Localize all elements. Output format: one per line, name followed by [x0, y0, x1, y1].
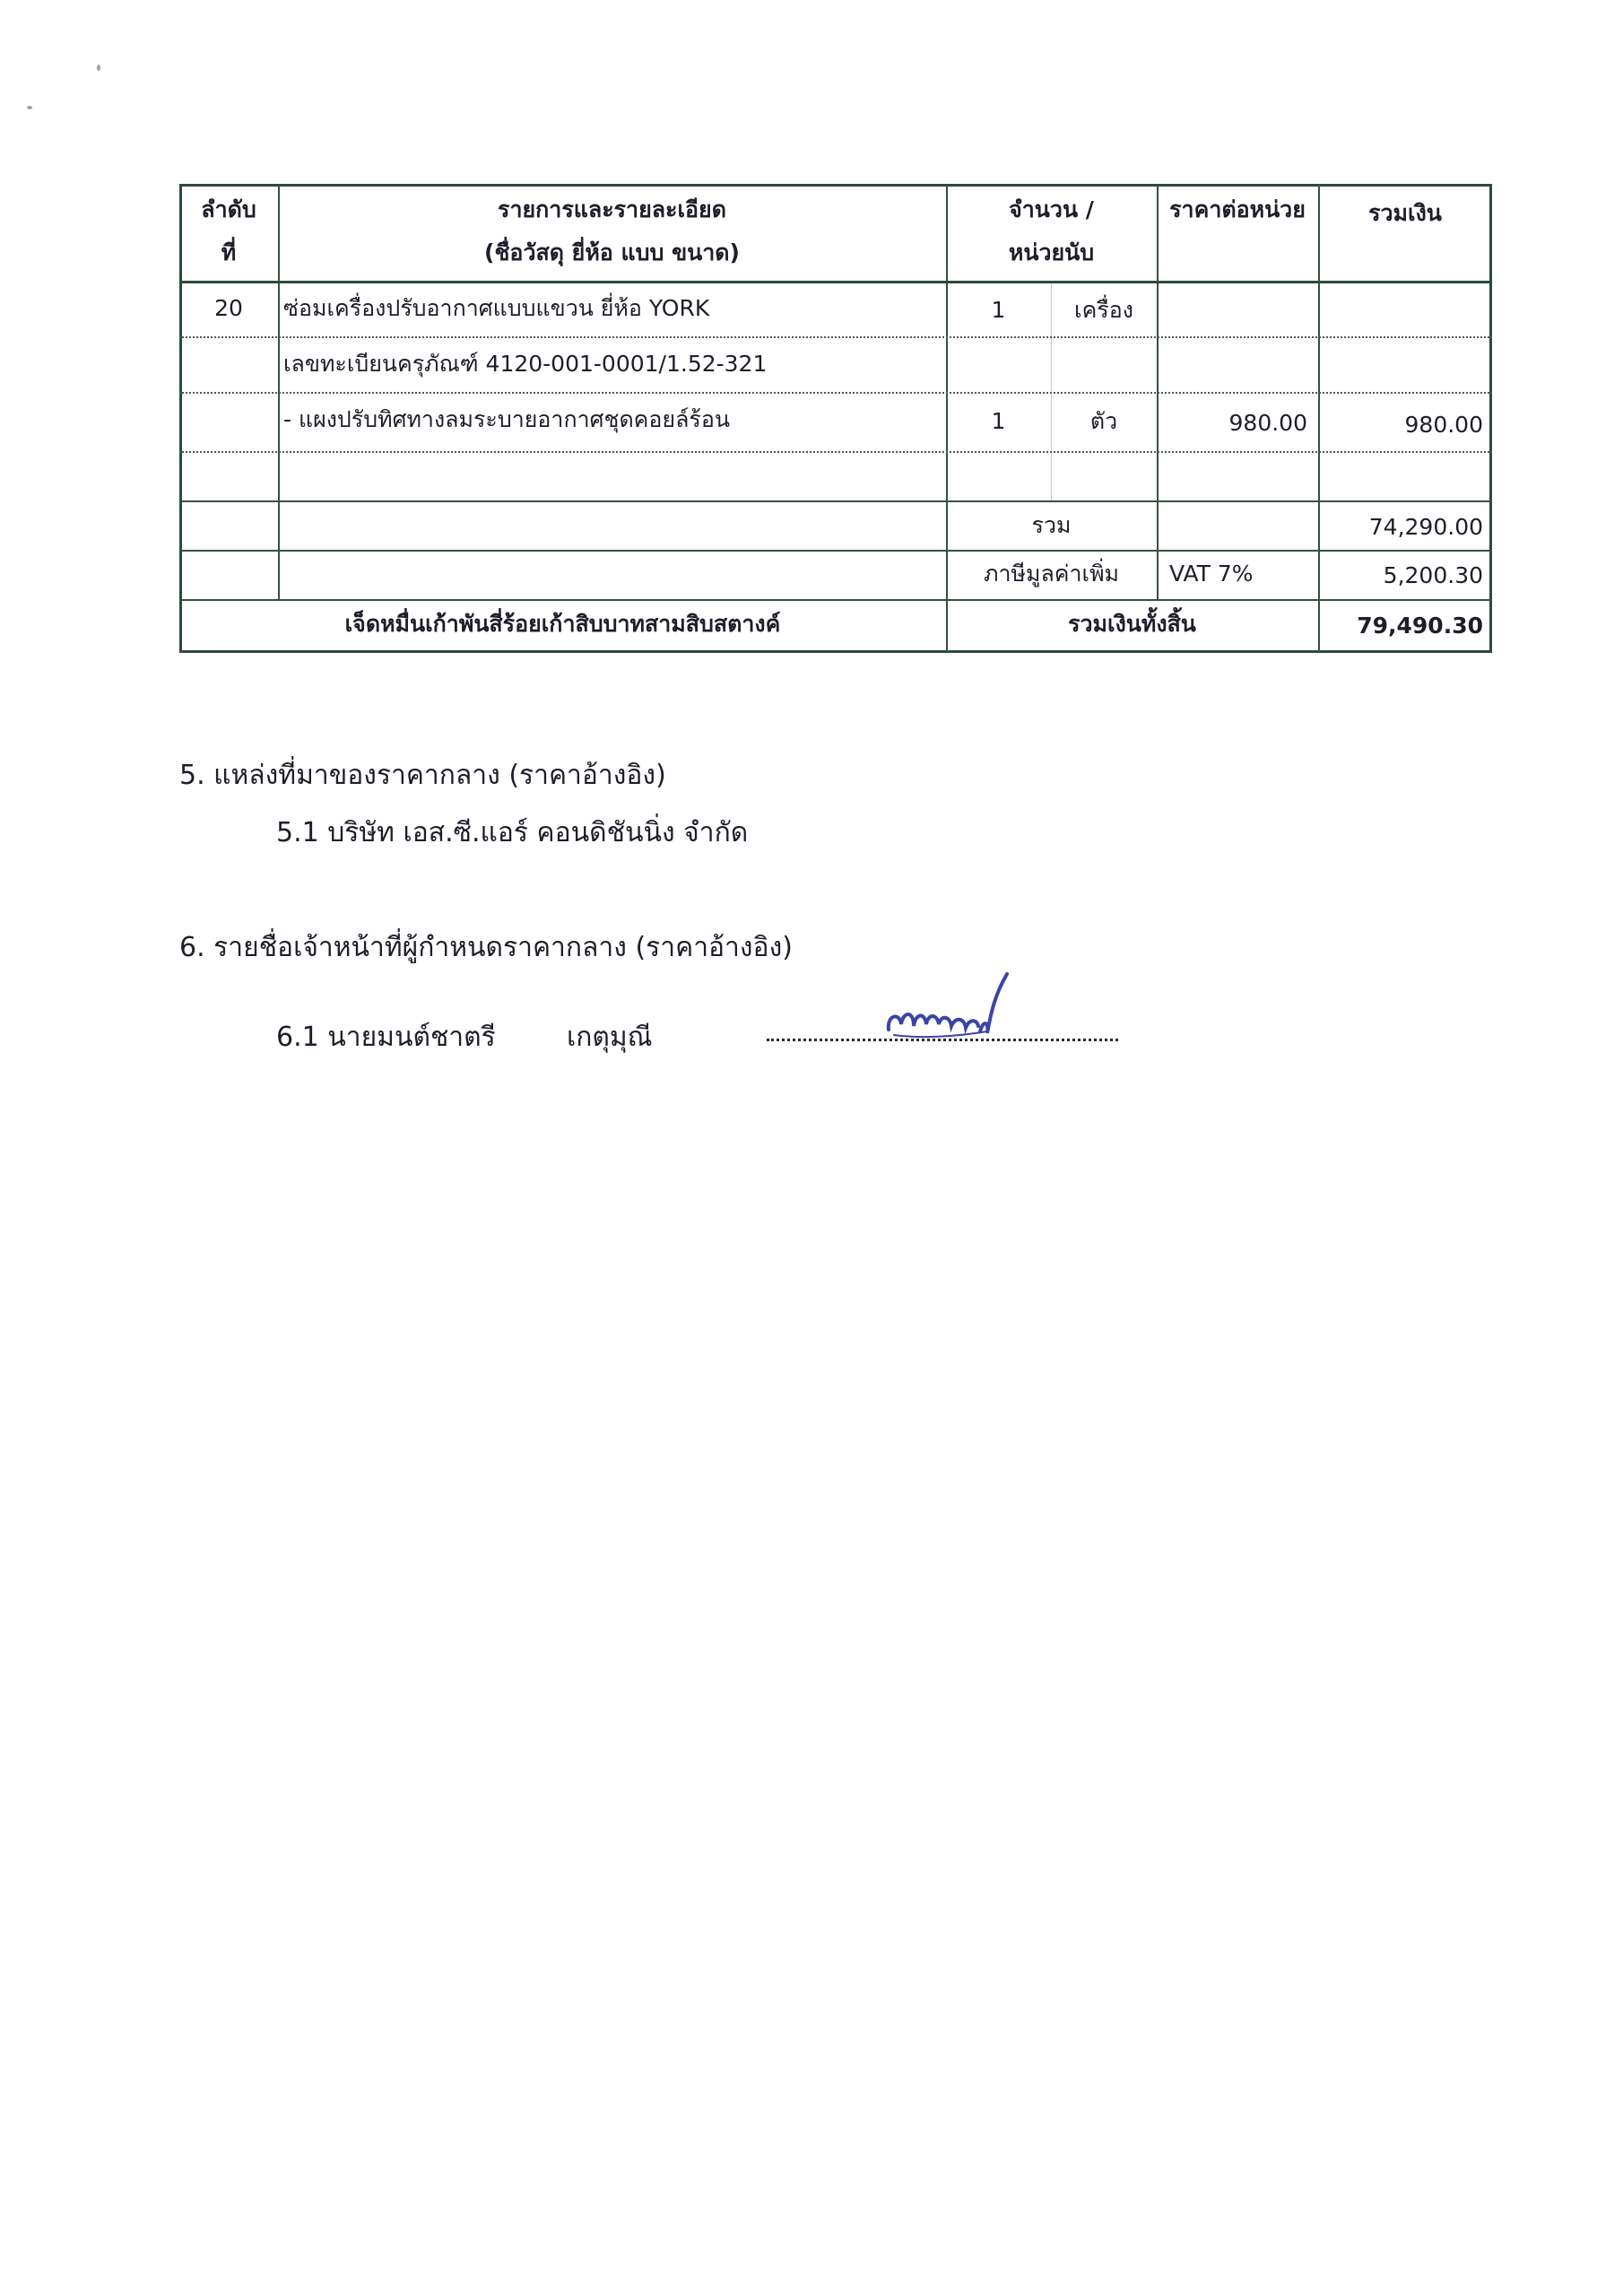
row-divider — [179, 451, 1492, 453]
header-no: ที่ — [221, 239, 237, 265]
row-description: - แผงปรับทิศทางลมระบายอากาศชุดคอยล์ร้อน — [283, 406, 730, 432]
header-total: รวมเงิน — [1368, 200, 1442, 226]
row-divider — [179, 500, 1492, 502]
section5-item: 5.1 บริษัท เอส.ซี.แอร์ คอนดิชันนิ่ง จำกัด — [276, 817, 749, 848]
row-description: เลขทะเบียนครุภัณฑ์ 4120-001-0001/1.52-321 — [283, 351, 768, 377]
vat-label: ภาษีมูลค่าเพิ่ม — [983, 561, 1120, 587]
row-description: ซ่อมเครื่องปรับอากาศแบบแขวน ยี่ห้อ YORK — [283, 295, 710, 321]
subtotal-label: รวม — [1031, 512, 1072, 538]
row-unit: ตัว — [1089, 408, 1118, 434]
header-quantity: หน่วยนับ — [1008, 239, 1095, 265]
row-divider — [179, 336, 1492, 338]
row-divider — [179, 281, 1492, 283]
row-quantity: 1 — [991, 408, 1006, 434]
row-divider — [179, 392, 1492, 394]
header-description: (ชื่อวัสดุ ยี่ห้อ แบบ ขนาด) — [484, 239, 740, 265]
price-table — [179, 184, 1492, 653]
official-first-name: 6.1 นายมนต์ชาตรี — [276, 1022, 496, 1053]
row-unit: เครื่อง — [1074, 297, 1133, 323]
subtotal-value: 74,290.00 — [1368, 514, 1483, 540]
grand-total-value: 79,490.30 — [1357, 613, 1483, 639]
section6-heading: 6. รายชื่อเจ้าหน้าที่ผู้กำหนดราคากลาง (ราคาอ้างอิง) — [179, 932, 793, 963]
row-number: 20 — [214, 295, 243, 321]
header-description: รายการและรายละเอียด — [498, 196, 726, 222]
scan-speck — [97, 65, 100, 71]
row-amount: 980.00 — [1404, 412, 1483, 438]
amount-in-words: เจ็ดหมื่นเก้าพันสี่ร้อยเก้าสิบบาทสามสิบสตางค์ — [344, 611, 781, 637]
header-quantity: จำนวน / — [1009, 196, 1094, 222]
scan-speck — [27, 106, 32, 109]
header-unit-price: ราคาต่อหน่วย — [1169, 196, 1306, 222]
official-last-name: เกตุมุณี — [567, 1022, 653, 1053]
row-quantity: 1 — [991, 297, 1006, 323]
vat-rate: VAT 7% — [1169, 561, 1254, 587]
row-divider — [179, 599, 1492, 601]
section5-heading: 5. แหล่งที่มาของราคากลาง (ราคาอ้างอิง) — [179, 760, 666, 791]
header-no: ลำดับ — [201, 196, 256, 222]
grand-total-label: รวมเงินทั้งสิ้น — [1068, 611, 1196, 637]
row-unit-price: 980.00 — [1228, 410, 1307, 436]
vat-value: 5,200.30 — [1383, 562, 1483, 588]
handwritten-signature — [883, 969, 1063, 1054]
row-divider — [179, 550, 1492, 552]
